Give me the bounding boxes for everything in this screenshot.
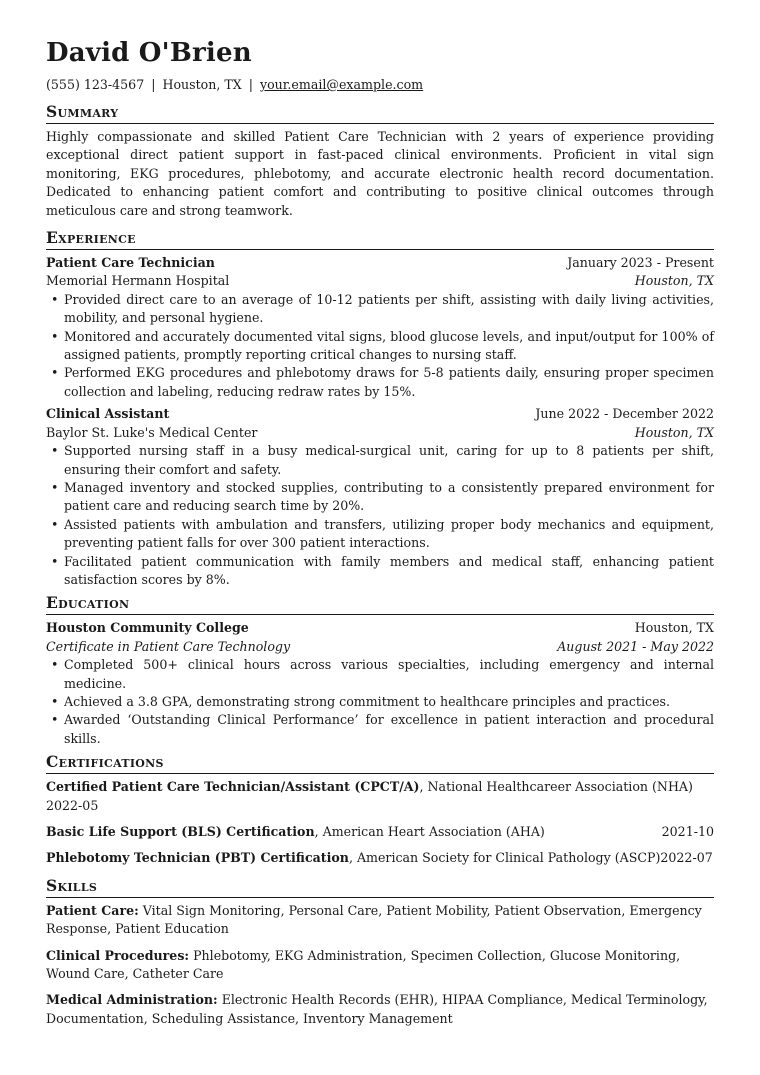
certification-issuer: , American Heart Association (AHA)	[314, 824, 545, 839]
school-row	[46, 619, 714, 637]
job-title: Patient Care Technician	[46, 255, 215, 271]
certification-date: 2022-07	[660, 850, 713, 866]
job-entry	[46, 405, 714, 589]
location-text: Houston, TX	[162, 77, 242, 92]
summary-paragraph: Highly compassionate and skilled Patient Care Technician with 2 years of experience providing exceptional direct patient support in fast-paced clinical environments. Proficient in vital sign monitoring, EKG procedures, phlebotomy, and accurate electronic health record documentation. Dedicated to enhancing patient comfort and contributing to positive clinical outcomes through meticulous care and strong teamwork.	[46, 129, 714, 218]
certifications-section	[46, 752, 714, 868]
job-dates: June 2022 - December 2022	[535, 406, 714, 422]
email-link[interactable]: your.email@example.com	[259, 77, 424, 92]
certification-item	[46, 778, 714, 815]
certification-date: 2022-05	[46, 797, 99, 813]
education-dates: August 2021 - May 2022	[557, 638, 714, 654]
section-heading-summary: Summary	[46, 102, 714, 124]
degree-row	[46, 638, 714, 656]
education-section	[46, 593, 714, 748]
skill-category: Medical Administration:	[46, 992, 218, 1008]
skill-group	[46, 947, 714, 984]
candidate-name: David O'Brien	[46, 38, 252, 68]
job-entry	[46, 254, 714, 401]
skill-group	[46, 902, 714, 939]
company-name: Baylor St. Luke's Medical Center	[46, 424, 258, 440]
skill-category: Patient Care:	[46, 902, 139, 918]
list-item: • Monitored and accurately documented vital signs, blood glucose levels, and input/output for 100% of assigned patients, promptly reporting critical changes to nursing staff.	[46, 328, 714, 365]
certification-issuer: , National Healthcareer Association (NHA)	[419, 779, 693, 795]
job-bullet-list	[46, 291, 714, 401]
section-heading-skills: Skills	[46, 876, 714, 898]
section-heading-certifications: Certifications	[46, 752, 714, 774]
list-item: • Achieved a 3.8 GPA, demonstrating strong commitment to healthcare principles and practices.	[46, 693, 714, 711]
certification-item	[46, 823, 714, 841]
skills-section	[46, 876, 714, 1028]
list-item: • Facilitated patient communication with family members and medical staff, enhancing patient satisfaction scores by 8%.	[46, 553, 714, 590]
list-item: • Awarded ‘Outstanding Clinical Performance’ for excellence in patient interaction and procedural skills.	[46, 711, 714, 748]
list-item: • Performed EKG procedures and phlebotomy draws for 5-8 patients daily, ensuring proper specimen collection and labeling, reducing redraw rates by 15%.	[46, 364, 714, 401]
section-heading-education: Education	[46, 593, 714, 615]
job-location: Houston, TX	[634, 424, 714, 440]
list-item: • Assisted patients with ambulation and transfers, utilizing proper body mechanics and equipment, preventing patient falls for over 300 patient interactions.	[46, 516, 714, 553]
skill-list: Electronic Health Records (EHR), HIPAA Compliance, Medical Terminology, Documentation, Scheduling Assistance, Inventory Management	[46, 992, 708, 1026]
phone-number: (555) 123-4567	[46, 77, 145, 92]
company-name: Memorial Hermann Hospital	[46, 273, 230, 289]
experience-section	[46, 228, 714, 589]
contact-separator: |	[248, 77, 253, 92]
skill-category: Clinical Procedures:	[46, 947, 190, 963]
job-header-row	[46, 254, 714, 272]
certification-item	[46, 849, 714, 867]
certification-issuer: , American Society for Clinical Pathology (ASCP)	[348, 850, 661, 866]
list-item: • Completed 500+ clinical hours across various specialties, including emergency and internal medicine.	[46, 656, 714, 693]
education-bullet-list	[46, 656, 714, 748]
list-item: • Provided direct care to an average of 10-12 patients per shift, assisting with daily living activities, mobility, and personal hygiene.	[46, 291, 714, 328]
education-entry	[46, 619, 714, 748]
school-name: Houston Community College	[46, 620, 249, 636]
certification-name: Phlebotomy Technician (PBT) Certification	[46, 850, 349, 866]
job-bullet-list	[46, 442, 714, 589]
job-company-row	[46, 424, 714, 442]
contact-separator: |	[151, 77, 156, 92]
section-heading-experience: Experience	[46, 228, 714, 250]
job-header-row	[46, 405, 714, 423]
school-location: Houston, TX	[634, 620, 714, 636]
job-company-row	[46, 272, 714, 290]
skill-list: Vital Sign Monitoring, Personal Care, Patient Mobility, Patient Observation, Emergency Response, Patient Education	[46, 902, 702, 937]
job-location: Houston, TX	[634, 273, 714, 289]
skill-group	[46, 991, 714, 1028]
summary-section	[46, 102, 714, 220]
certification-name: Basic Life Support (BLS) Certification	[46, 824, 315, 839]
skill-list: Phlebotomy, EKG Administration, Specimen Collection, Glucose Monitoring, Wound Care, Catheter Care	[46, 947, 681, 982]
degree-name: Certificate in Patient Care Technology	[46, 638, 291, 654]
job-title: Clinical Assistant	[46, 406, 170, 422]
contact-line	[46, 76, 714, 94]
list-item: • Supported nursing staff in a busy medical-surgical unit, caring for up to 8 patients per shift, ensuring their comfort and safety.	[46, 442, 714, 479]
list-item: • Managed inventory and stocked supplies, contributing to a consistently prepared environment for patient care and reducing search time by 20%.	[46, 479, 714, 516]
certification-date: 2021-10	[661, 824, 714, 839]
job-dates: January 2023 - Present	[567, 255, 714, 271]
certification-name: Certified Patient Care Technician/Assistant (CPCT/A)	[46, 779, 420, 795]
